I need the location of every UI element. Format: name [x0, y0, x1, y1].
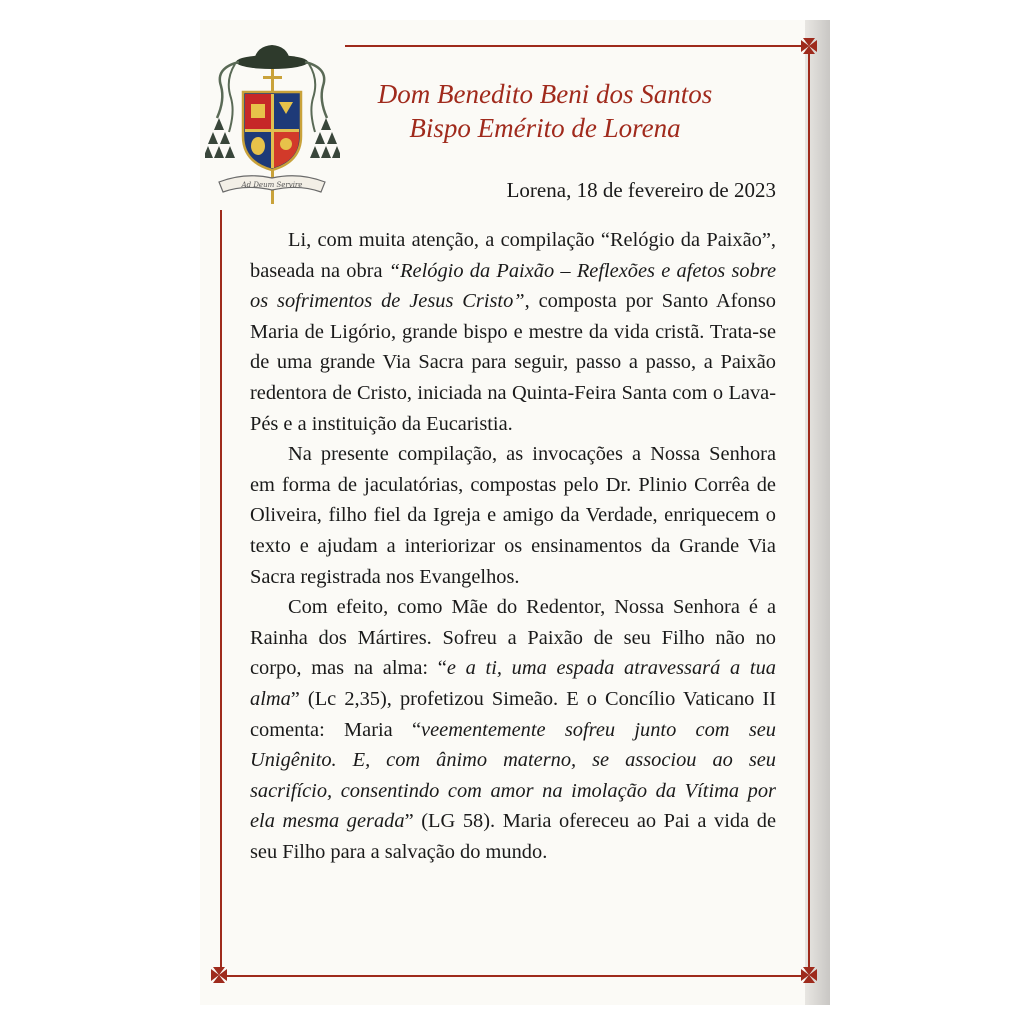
text-run: Na presente compilação, as invocações a Nossa Senhora em forma de jaculatórias, compostas pelo Dr. Plinio Corrêa de Oliveira, filho fiel da Igreja e amigo da Verdade, enriquecem o texto e ajudam a interiorizar os ensinamentos da Grande Via Sacra registrada nos Evangelhos.	[250, 443, 776, 588]
maltese-cross-icon	[800, 966, 818, 984]
dateline: Lorena, 18 de fevereiro de 2023	[506, 178, 776, 202]
border-right	[808, 52, 810, 969]
italic-quote: e a ti, uma espada atravessará a tua alma	[250, 657, 776, 710]
paragraph	[250, 592, 776, 867]
text-run: ” (LG 58). Maria ofereceu ao Pai a vida de seu Filho para a salvação do mundo.	[250, 810, 776, 863]
paragraph	[250, 439, 776, 592]
text-run: Li, com muita atenção, a compilação “Relógio da Paixão”, baseada na obra	[250, 229, 776, 282]
border-left	[220, 210, 222, 970]
maltese-cross-icon	[210, 966, 228, 984]
text-run: , composta por Santo Afonso Maria de Ligório, grande bispo e mestre da vida cristã. Trata-se de uma grande Via Sacra para seguir, passo a passo, a Paixão redentora de Cristo, iniciada na Quinta-Feira Santa com o Lava-Pés e a instituição da Eucaristia.	[250, 290, 776, 435]
bishop-name: Dom Benedito Beni dos Santos	[377, 79, 713, 109]
text-run: Com efeito, como Mãe do Redentor, Nossa Senhora é a Rainha dos Mártires. Sofreu a Paixão de seu Filho não no corpo, mas na alma: “	[250, 596, 776, 680]
episcopal-coat-of-arms-icon	[205, 40, 340, 205]
italic-quote: veementemente sofreu junto com seu Unigênito. E, com ânimo materno, se associou ao seu sacrifício, consentindo com amor na imolação da Vítima por ela mesma gerada	[250, 718, 776, 833]
maltese-cross-icon	[800, 37, 818, 55]
bishop-title: Bispo Emérito de Lorena	[409, 113, 681, 143]
text-run: ” (Lc 2,35), profetizou Simeão. E o Concílio Vaticano II comenta: Maria “	[250, 687, 776, 741]
coat-motto: Ad Deum Servire	[241, 181, 303, 189]
paragraph	[250, 225, 776, 439]
italic-quote: “Relógio da Paixão – Reflexões e afetos sobre os sofrimentos de Jesus Cristo”	[250, 259, 776, 313]
border-bottom	[222, 975, 805, 977]
letter-body	[250, 225, 776, 867]
border-top	[345, 45, 805, 47]
